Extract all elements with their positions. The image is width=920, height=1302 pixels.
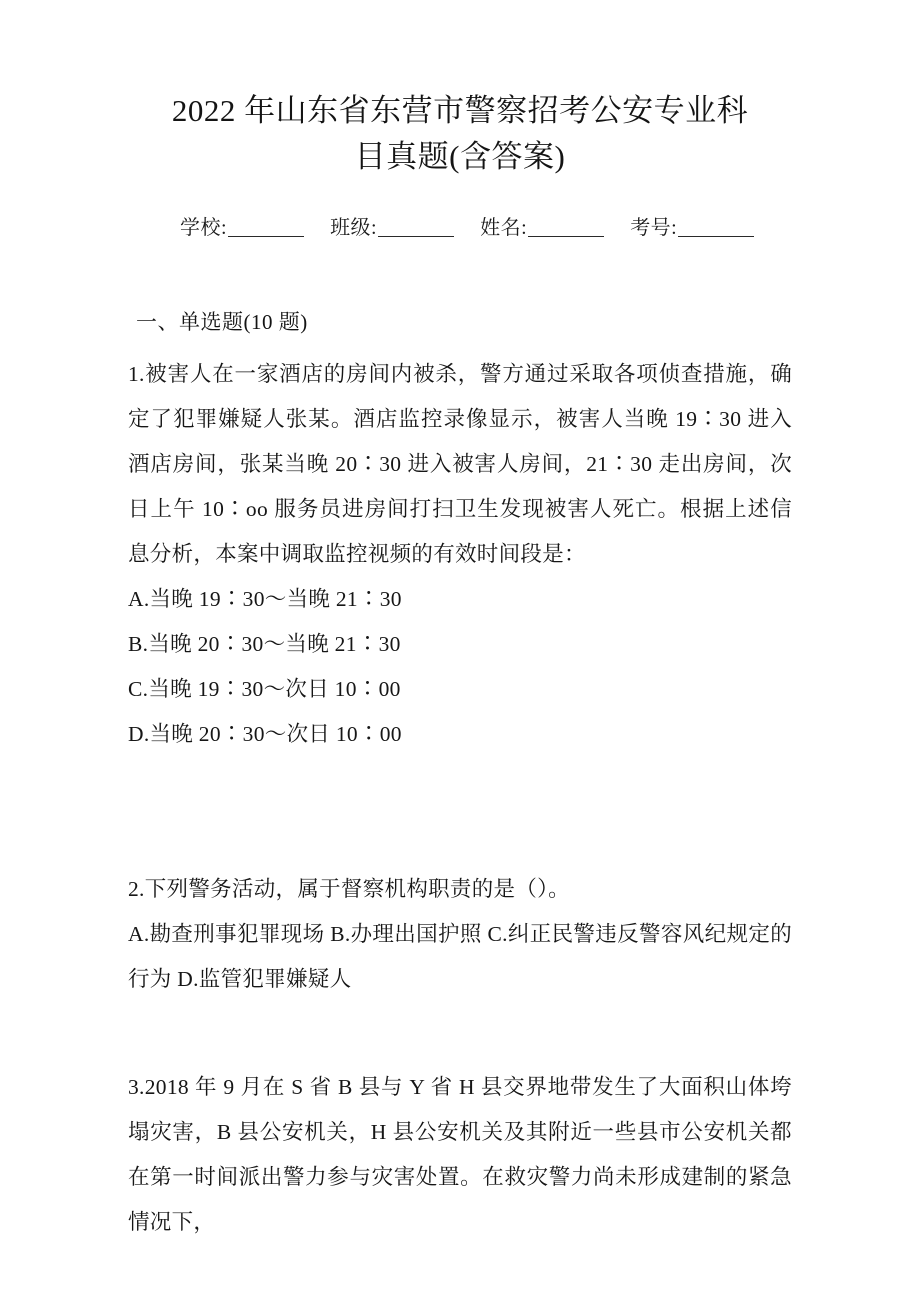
spacer-q1-q2: [128, 757, 792, 867]
info-label-school: 学校:: [180, 217, 228, 239]
info-blank-class[interactable]: [378, 236, 454, 237]
info-field-school: [180, 212, 304, 244]
info-blank-school[interactable]: [228, 236, 304, 237]
info-field-exam-number: [630, 212, 754, 244]
question-1-option-c[interactable]: C.当晚 19∶30～次日 10∶00: [128, 677, 401, 701]
question-1-option-b[interactable]: B.当晚 20∶30～当晚 21∶30: [128, 632, 401, 656]
spacer-q2-q3: [128, 1002, 792, 1065]
question-3-stem: 3.2018 年 9 月在 S 省 B 县与 Y 省 H 县交界地带发生了大面积山体垮塌灾害，B 县公安机关，H 县公安机关及其附近一些县市公安机关都在第一时间派出警力参与灾害处置。在救灾警力尚未形成建制的紧急情况下，: [128, 1075, 792, 1234]
title-line-2: 目真题(含答案): [354, 139, 566, 174]
question-2-stem: 2.下列警务活动，属于督察机构职责的是（）。: [128, 877, 570, 901]
question-1: [128, 352, 792, 757]
question-3: [128, 1065, 792, 1245]
info-field-class: [330, 212, 454, 244]
question-2-options[interactable]: A.勘查刑事犯罪现场 B.办理出国护照 C.纠正民警违反警容风纪规定的行为 D.监管犯罪嫌疑人: [128, 922, 792, 991]
section-heading-single-choice: 一、单选题(10 题): [136, 310, 308, 334]
info-blank-exam-number[interactable]: [678, 236, 754, 237]
page-title: [128, 88, 792, 180]
question-1-stem: 1.被害人在一家酒店的房间内被杀，警方通过采取各项侦查措施，确定了犯罪嫌疑人张某。酒店监控录像显示，被害人当晚 19∶30 进入酒店房间，张某当晚 20∶30 进入被害人房间，21∶30 走出房间，次日上午 10∶oo 服务员进房间打扫卫生发现被害人死亡。根据上述信息分析，本案中调取监控视频的有效时间段是：: [128, 362, 792, 566]
info-label-class: 班级:: [330, 217, 378, 239]
info-blank-name[interactable]: [528, 236, 604, 237]
student-info-line: [180, 212, 780, 244]
info-label-name: 姓名:: [480, 217, 528, 239]
info-field-name: [480, 212, 604, 244]
question-2: [128, 867, 792, 1002]
title-line-1: 2022 年山东省东营市警察招考公安专业科: [171, 93, 749, 128]
question-1-option-a[interactable]: A.当晚 19∶30～当晚 21∶30: [128, 587, 402, 611]
exam-body: [128, 300, 792, 1245]
question-1-option-d[interactable]: D.当晚 20∶30～次日 10∶00: [128, 722, 402, 746]
info-label-exam-number: 考号:: [630, 217, 678, 239]
